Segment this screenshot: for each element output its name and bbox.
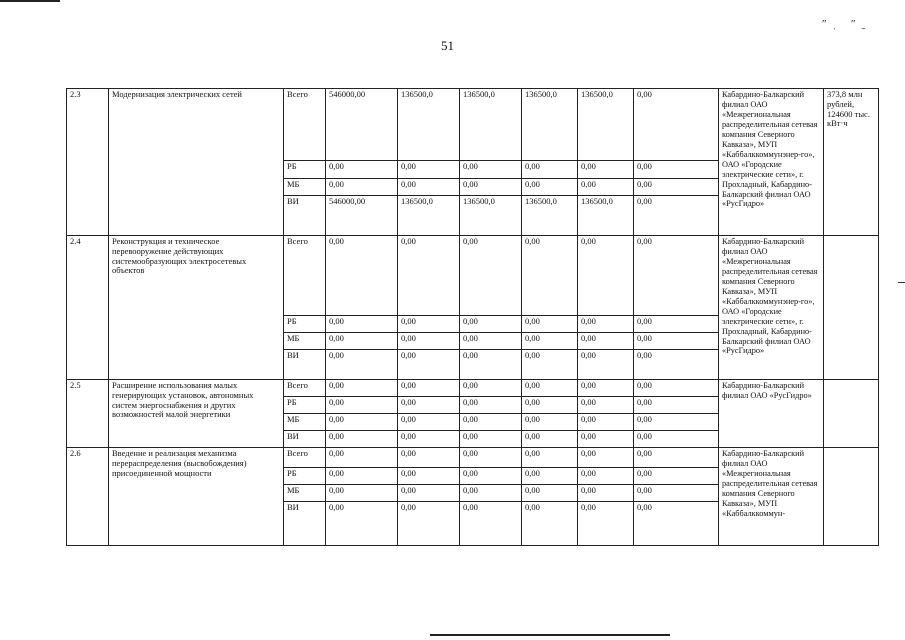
amount-cell: 0,00 (578, 468, 634, 485)
amount-cell: 0,00 (460, 431, 522, 448)
measure-name: Реконструкция и техническое перевооружение действующих системообразующих электросетевых объектов (109, 236, 284, 380)
amount-cell: 0,00 (634, 380, 719, 397)
funding-source: ВИ (284, 502, 326, 546)
amount-cell: 136500,0 (578, 89, 634, 161)
amount-cell: 0,00 (522, 333, 578, 350)
amount-cell: 0,00 (522, 380, 578, 397)
bottom-rule (430, 634, 670, 636)
amount-cell: 0,00 (522, 485, 578, 502)
funding-source: Всего (284, 448, 326, 468)
table-row (67, 448, 879, 468)
amount-cell: 0,00 (326, 236, 398, 316)
measure-name: Модернизация электрических сетей (109, 89, 284, 236)
amount-cell: 0,00 (326, 414, 398, 431)
amount-cell: 0,00 (634, 448, 719, 468)
amount-cell: 0,00 (460, 161, 522, 179)
amount-cell: 0,00 (634, 236, 719, 316)
expected-result (824, 236, 879, 380)
amount-cell: 0,00 (522, 350, 578, 380)
amount-cell: 0,00 (522, 448, 578, 468)
amount-cell: 0,00 (398, 236, 460, 316)
funding-source: РБ (284, 161, 326, 179)
amount-cell: 0,00 (398, 179, 460, 196)
amount-cell: 0,00 (522, 397, 578, 414)
amount-cell: 0,00 (634, 431, 719, 448)
amount-cell: 136500,0 (398, 196, 460, 236)
funding-source: ВИ (284, 196, 326, 236)
amount-cell: 0,00 (460, 333, 522, 350)
funding-source: РБ (284, 397, 326, 414)
amount-cell: 0,00 (522, 502, 578, 546)
amount-cell: 0,00 (326, 468, 398, 485)
amount-cell: 0,00 (326, 448, 398, 468)
amount-cell: 0,00 (460, 448, 522, 468)
amount-cell: 0,00 (522, 179, 578, 196)
program-table (66, 88, 879, 546)
executor: Кабардино-Балкарский филиал ОАО «Межрегиональная распределительная сетевая компания Северного Кавказа», МУП «Каббалккоммун- (719, 448, 824, 546)
amount-cell: 0,00 (460, 236, 522, 316)
funding-source: МБ (284, 485, 326, 502)
amount-cell: 0,00 (634, 414, 719, 431)
amount-cell: 0,00 (398, 333, 460, 350)
amount-cell: 0,00 (460, 502, 522, 546)
amount-cell: 0,00 (578, 316, 634, 333)
amount-cell: 0,00 (398, 350, 460, 380)
amount-cell: 136500,0 (460, 196, 522, 236)
amount-cell: 546000,00 (326, 196, 398, 236)
amount-cell: 0,00 (578, 350, 634, 380)
funding-source: МБ (284, 179, 326, 196)
amount-cell: 0,00 (460, 179, 522, 196)
amount-cell: 0,00 (326, 350, 398, 380)
amount-cell: 0,00 (398, 316, 460, 333)
amount-cell: 0,00 (578, 448, 634, 468)
amount-cell: 136500,0 (578, 196, 634, 236)
amount-cell: 0,00 (326, 179, 398, 196)
funding-source: РБ (284, 468, 326, 485)
amount-cell: 0,00 (398, 380, 460, 397)
amount-cell: 0,00 (634, 161, 719, 179)
amount-cell: 0,00 (522, 468, 578, 485)
amount-cell: 0,00 (326, 161, 398, 179)
table-row (67, 236, 879, 316)
funding-source: МБ (284, 333, 326, 350)
amount-cell: 0,00 (522, 431, 578, 448)
funding-source: МБ (284, 414, 326, 431)
amount-cell: 0,00 (578, 397, 634, 414)
amount-cell: 0,00 (634, 468, 719, 485)
amount-cell: 0,00 (398, 468, 460, 485)
funding-source: Всего (284, 236, 326, 316)
amount-cell: 0,00 (634, 89, 719, 161)
amount-cell: 0,00 (398, 397, 460, 414)
amount-cell: 0,00 (634, 485, 719, 502)
amount-cell: 0,00 (326, 380, 398, 397)
margin-tick (898, 282, 905, 283)
amount-cell: 0,00 (326, 502, 398, 546)
amount-cell: 0,00 (634, 196, 719, 236)
amount-cell: 0,00 (578, 485, 634, 502)
executor: Кабардино-Балкарский филиал ОАО «РусГидро» (719, 380, 824, 448)
amount-cell: 0,00 (634, 333, 719, 350)
table-row (67, 89, 879, 161)
amount-cell: 0,00 (578, 333, 634, 350)
amount-cell: 0,00 (460, 397, 522, 414)
amount-cell: 0,00 (398, 502, 460, 546)
executor: Кабардино-Балкарский филиал ОАО «Межрегиональная распределительная сетевая компания Северного Кавказа», МУП «Каббалккоммунэнер-го», ОАО «Городские электрические сети», г. Прохладный, Кабардино-Балкарский филиал ОАО «РусГидро» (719, 236, 824, 380)
funding-source: ВИ (284, 350, 326, 380)
amount-cell: 136500,0 (522, 196, 578, 236)
amount-cell: 0,00 (522, 414, 578, 431)
expected-result (824, 380, 879, 448)
amount-cell: 0,00 (326, 485, 398, 502)
amount-cell: 0,00 (460, 316, 522, 333)
section-number: 2.6 (67, 448, 109, 546)
funding-source: ВИ (284, 431, 326, 448)
table-body (67, 89, 879, 546)
amount-cell: 0,00 (398, 485, 460, 502)
amount-cell: 0,00 (578, 431, 634, 448)
amount-cell: 0,00 (460, 380, 522, 397)
amount-cell: 0,00 (522, 236, 578, 316)
measure-name: Расширение использования малых генерирующих установок, автономных систем энергоснабжения и других возможностей малой энергетики (109, 380, 284, 448)
amount-cell: 546000,00 (326, 89, 398, 161)
funding-source: Всего (284, 89, 326, 161)
amount-cell: 0,00 (634, 502, 719, 546)
amount-cell: 0,00 (634, 350, 719, 380)
section-number: 2.4 (67, 236, 109, 380)
funding-source: РБ (284, 316, 326, 333)
expected-result: 373,8 млн рублей, 124600 тыс. кВт·ч (824, 89, 879, 236)
amount-cell: 0,00 (578, 502, 634, 546)
amount-cell: 0,00 (578, 414, 634, 431)
amount-cell: 0,00 (460, 485, 522, 502)
amount-cell: 0,00 (522, 316, 578, 333)
amount-cell: 136500,0 (522, 89, 578, 161)
amount-cell: 0,00 (460, 468, 522, 485)
amount-cell: 0,00 (326, 333, 398, 350)
page-number: 51 (441, 38, 454, 53)
section-number: 2.5 (67, 380, 109, 448)
section-number: 2.3 (67, 89, 109, 236)
amount-cell: 0,00 (522, 161, 578, 179)
amount-cell: 0,00 (634, 179, 719, 196)
amount-cell: 0,00 (398, 431, 460, 448)
executor: Кабардино-Балкарский филиал ОАО «Межрегиональная распределительная сетевая компания Северного Кавказа», МУП «Каббалккоммунэнер-го», ОАО «Городские электрические сети», г. Прохладный, Кабардино-Балкарский филиал ОАО «РусГидро» (719, 89, 824, 236)
measure-name: Введение и реализация механизма перераспределения (высвобождения) присоединенной мощности (109, 448, 284, 546)
amount-cell: 0,00 (460, 350, 522, 380)
amount-cell: 0,00 (398, 414, 460, 431)
amount-cell: 0,00 (578, 161, 634, 179)
amount-cell: 0,00 (326, 316, 398, 333)
amount-cell: 0,00 (578, 179, 634, 196)
amount-cell: 0,00 (460, 414, 522, 431)
funding-source: Всего (284, 380, 326, 397)
corner-marks: ″ˌ ″ˍ (822, 18, 872, 30)
amount-cell: 136500,0 (460, 89, 522, 161)
amount-cell: 136500,0 (398, 89, 460, 161)
amount-cell: 0,00 (634, 316, 719, 333)
table-row (67, 380, 879, 397)
amount-cell: 0,00 (326, 431, 398, 448)
amount-cell: 0,00 (326, 397, 398, 414)
amount-cell: 0,00 (398, 448, 460, 468)
amount-cell: 0,00 (578, 380, 634, 397)
amount-cell: 0,00 (634, 397, 719, 414)
expected-result (824, 448, 879, 546)
amount-cell: 0,00 (578, 236, 634, 316)
top-left-rule (0, 0, 60, 2)
amount-cell: 0,00 (398, 161, 460, 179)
